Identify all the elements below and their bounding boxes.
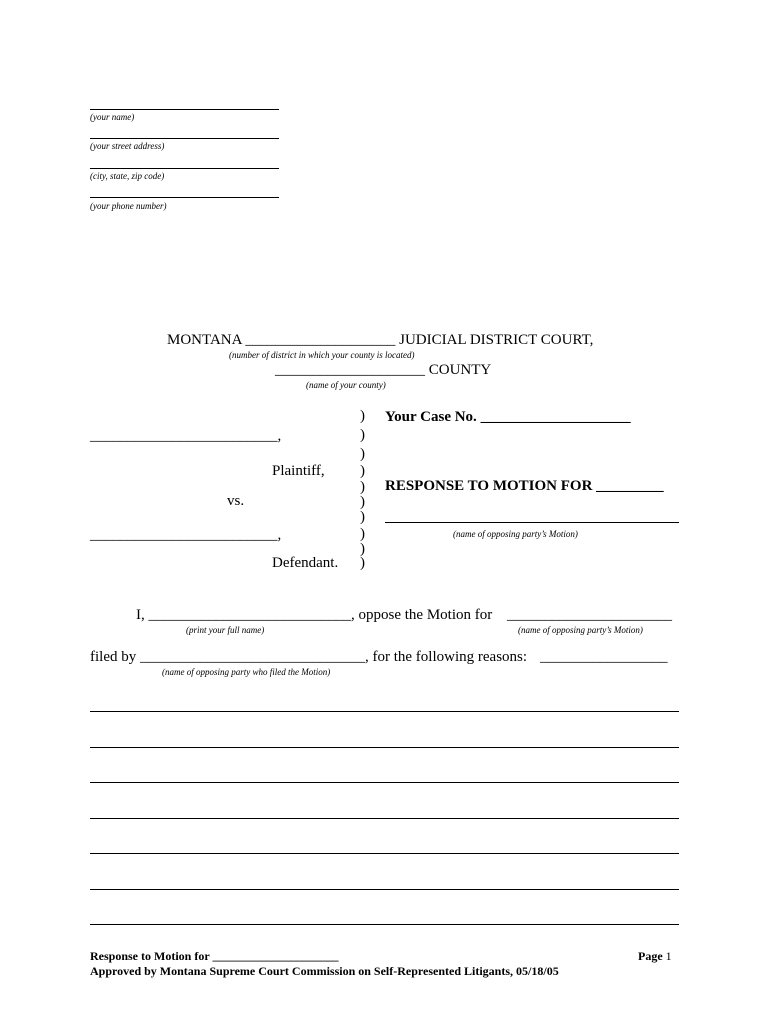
paren: ) bbox=[360, 463, 365, 479]
footer-title: Response to Motion for _____________________ bbox=[90, 949, 339, 963]
paren: ) bbox=[360, 479, 365, 495]
reason-line bbox=[90, 782, 679, 783]
paren: ) bbox=[360, 509, 365, 525]
filed-by-caption: (name of opposing party who filed the Motion) bbox=[162, 667, 331, 677]
page-number: 1 bbox=[665, 949, 672, 963]
approval-note: Approved by Montana Supreme Court Commission on Self-Represented Litigants, 05/18/05 bbox=[90, 964, 559, 978]
county-line bbox=[275, 362, 491, 379]
defendant-label: Defendant. bbox=[272, 555, 339, 571]
oppose-statement: I, ___________________________, oppose the Motion for bbox=[136, 607, 493, 623]
plaintiff-label: Plaintiff, bbox=[272, 463, 325, 479]
name-caption: (your name) bbox=[90, 112, 135, 122]
opposed-motion-caption: (name of opposing party’s Motion) bbox=[518, 625, 643, 635]
reason-line bbox=[90, 924, 679, 925]
defendant-blank: _________________________, bbox=[90, 527, 282, 543]
street-line bbox=[90, 138, 279, 139]
paren: ) bbox=[360, 427, 365, 443]
page-indicator bbox=[638, 949, 672, 964]
motion-name-line bbox=[385, 522, 679, 523]
city-line bbox=[90, 168, 279, 169]
document-title-text: RESPONSE TO MOTION FOR bbox=[385, 478, 593, 494]
paren: ) bbox=[360, 446, 365, 462]
motion-name-caption: (name of opposing party’s Motion) bbox=[453, 529, 578, 539]
city-caption: (city, state, zip code) bbox=[90, 171, 165, 181]
filed-by-statement: filed by ______________________________, for the following reasons: bbox=[90, 649, 528, 665]
county-caption: (name of your county) bbox=[306, 380, 386, 390]
county-blank: ____________________ bbox=[275, 362, 425, 378]
reason-line bbox=[90, 711, 679, 712]
case-number-label: Your Case No. bbox=[385, 409, 477, 425]
county-label: COUNTY bbox=[428, 362, 492, 378]
court-state: MONTANA bbox=[167, 332, 242, 348]
vs-label: vs. bbox=[227, 493, 245, 509]
reasons-first-blank: _________________ bbox=[540, 649, 668, 665]
case-number-blank: ____________________ bbox=[480, 409, 631, 425]
district-blank: ____________________ bbox=[245, 332, 396, 348]
paren: ) bbox=[360, 555, 365, 571]
street-caption: (your street address) bbox=[90, 141, 165, 151]
district-caption: (number of district in which your county is located) bbox=[229, 350, 415, 360]
reason-line bbox=[90, 889, 679, 890]
phone-line bbox=[90, 197, 279, 198]
reason-line bbox=[90, 747, 679, 748]
reason-line bbox=[90, 818, 679, 819]
name-line bbox=[90, 109, 279, 110]
document-title-blank: _________ bbox=[596, 478, 664, 494]
paren: ) bbox=[360, 541, 365, 557]
case-number-field bbox=[385, 409, 631, 426]
court-line bbox=[167, 332, 593, 349]
document-title bbox=[385, 478, 664, 495]
paren: ) bbox=[360, 408, 365, 424]
phone-caption: (your phone number) bbox=[90, 201, 167, 211]
paren: ) bbox=[360, 526, 365, 542]
court-name: JUDICIAL DISTRICT COURT, bbox=[399, 332, 594, 348]
plaintiff-blank: _________________________, bbox=[90, 428, 282, 444]
page-label: Page bbox=[638, 949, 663, 963]
reason-line bbox=[90, 853, 679, 854]
opposed-motion-blank: ______________________ bbox=[507, 607, 672, 623]
full-name-caption: (print your full name) bbox=[186, 625, 265, 635]
paren: ) bbox=[360, 494, 365, 510]
